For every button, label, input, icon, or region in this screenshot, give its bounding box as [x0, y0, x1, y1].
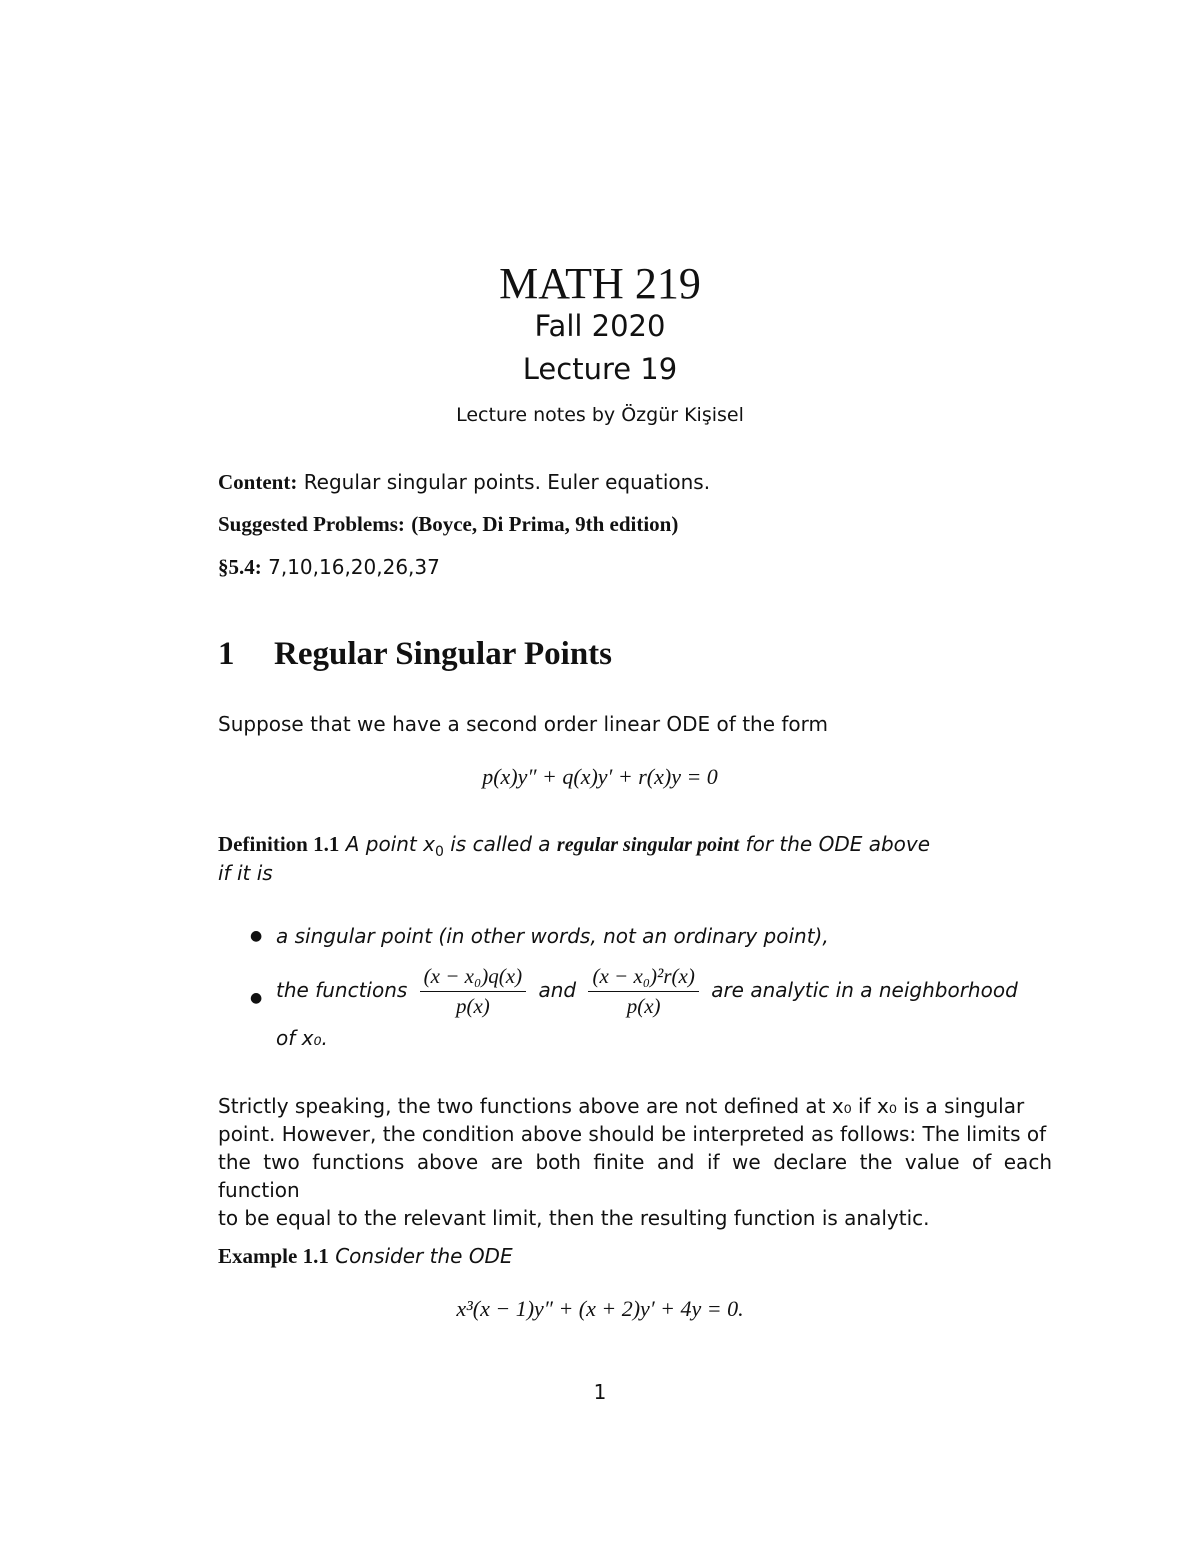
intro-text: Suppose that we have a second order linear ODE of the form: [218, 712, 828, 736]
bullet1-text: a singular point (in other words, not an ordinary point),: [276, 924, 829, 948]
definition-text-before: A point x: [345, 832, 435, 856]
problems-label: Suggested Problems:: [218, 512, 405, 536]
section-title: Regular Singular Points: [274, 636, 613, 672]
definition-subscript: 0: [434, 844, 444, 860]
section-ref-text: 7,10,16,20,26,37: [268, 555, 440, 579]
section-ref-label: §5.4:: [218, 555, 262, 579]
example-line: [218, 1244, 513, 1269]
example-text: Consider the ODE: [335, 1244, 513, 1268]
and-word: and: [538, 978, 577, 1002]
example-label: Example 1.1: [218, 1244, 329, 1268]
content-text: Regular singular points. Euler equations.: [303, 470, 711, 494]
section-reference-line: [218, 555, 440, 580]
definition-text-after: for the ODE above: [739, 832, 931, 856]
author-line: Lecture notes by Özgür Kişisel: [456, 404, 744, 426]
bullet2-line2: of x₀.: [276, 1026, 328, 1050]
fraction-r-numerator: (x − x₀)²r(x): [588, 964, 698, 992]
suggested-problems-line: [218, 512, 678, 537]
section-heading: [218, 636, 612, 673]
bullet2-text-before: the functions: [276, 978, 408, 1002]
bullet2-text-after: are analytic in a neighborhood: [711, 978, 1018, 1002]
fraction-r-denominator: p(x): [626, 994, 661, 1018]
page-number: 1: [593, 1380, 607, 1404]
explanation-paragraph: [218, 1092, 1052, 1232]
definition-line2: if it is: [218, 861, 273, 885]
content-line: [218, 470, 710, 495]
definition-label: Definition 1.1: [218, 832, 340, 856]
section-number: 1: [218, 636, 235, 672]
definition-text-mid: is called a: [443, 832, 557, 856]
bullet2-line1: [276, 964, 1018, 1019]
bullet-icon: ●: [250, 928, 263, 944]
fraction-q-numerator: (x − x₀)q(x): [420, 964, 526, 992]
fraction-q-denominator: p(x): [455, 994, 490, 1018]
fraction-q: [420, 964, 526, 1019]
paragraph-line: point. However, the condition above should be interpreted as follows: The limits of: [218, 1122, 1047, 1146]
bullet-icon: ●: [250, 990, 263, 1006]
paragraph-line: the two functions above are both finite and if we declare the value of each function: [218, 1150, 1052, 1202]
fraction-r: [588, 964, 698, 1019]
paragraph-line: Strictly speaking, the two functions above are not defined at x₀ if x₀ is a singular: [218, 1094, 1025, 1118]
lecture-number: Lecture 19: [522, 352, 678, 386]
paragraph-line: to be equal to the relevant limit, then the resulting function is analytic.: [218, 1206, 930, 1230]
document-title: MATH 219: [499, 259, 701, 308]
definition-line1: [218, 832, 930, 860]
semester: Fall 2020: [534, 309, 666, 343]
problems-source: (Boyce, Di Prima, 9th edition): [411, 512, 679, 536]
example-equation: x³(x − 1)y″ + (x + 2)y′ + 4y = 0.: [456, 1296, 744, 1321]
content-label: Content:: [218, 470, 298, 494]
ode-equation: p(x)y″ + q(x)y′ + r(x)y = 0: [482, 764, 718, 789]
definition-emphasis: regular singular point: [556, 834, 740, 856]
